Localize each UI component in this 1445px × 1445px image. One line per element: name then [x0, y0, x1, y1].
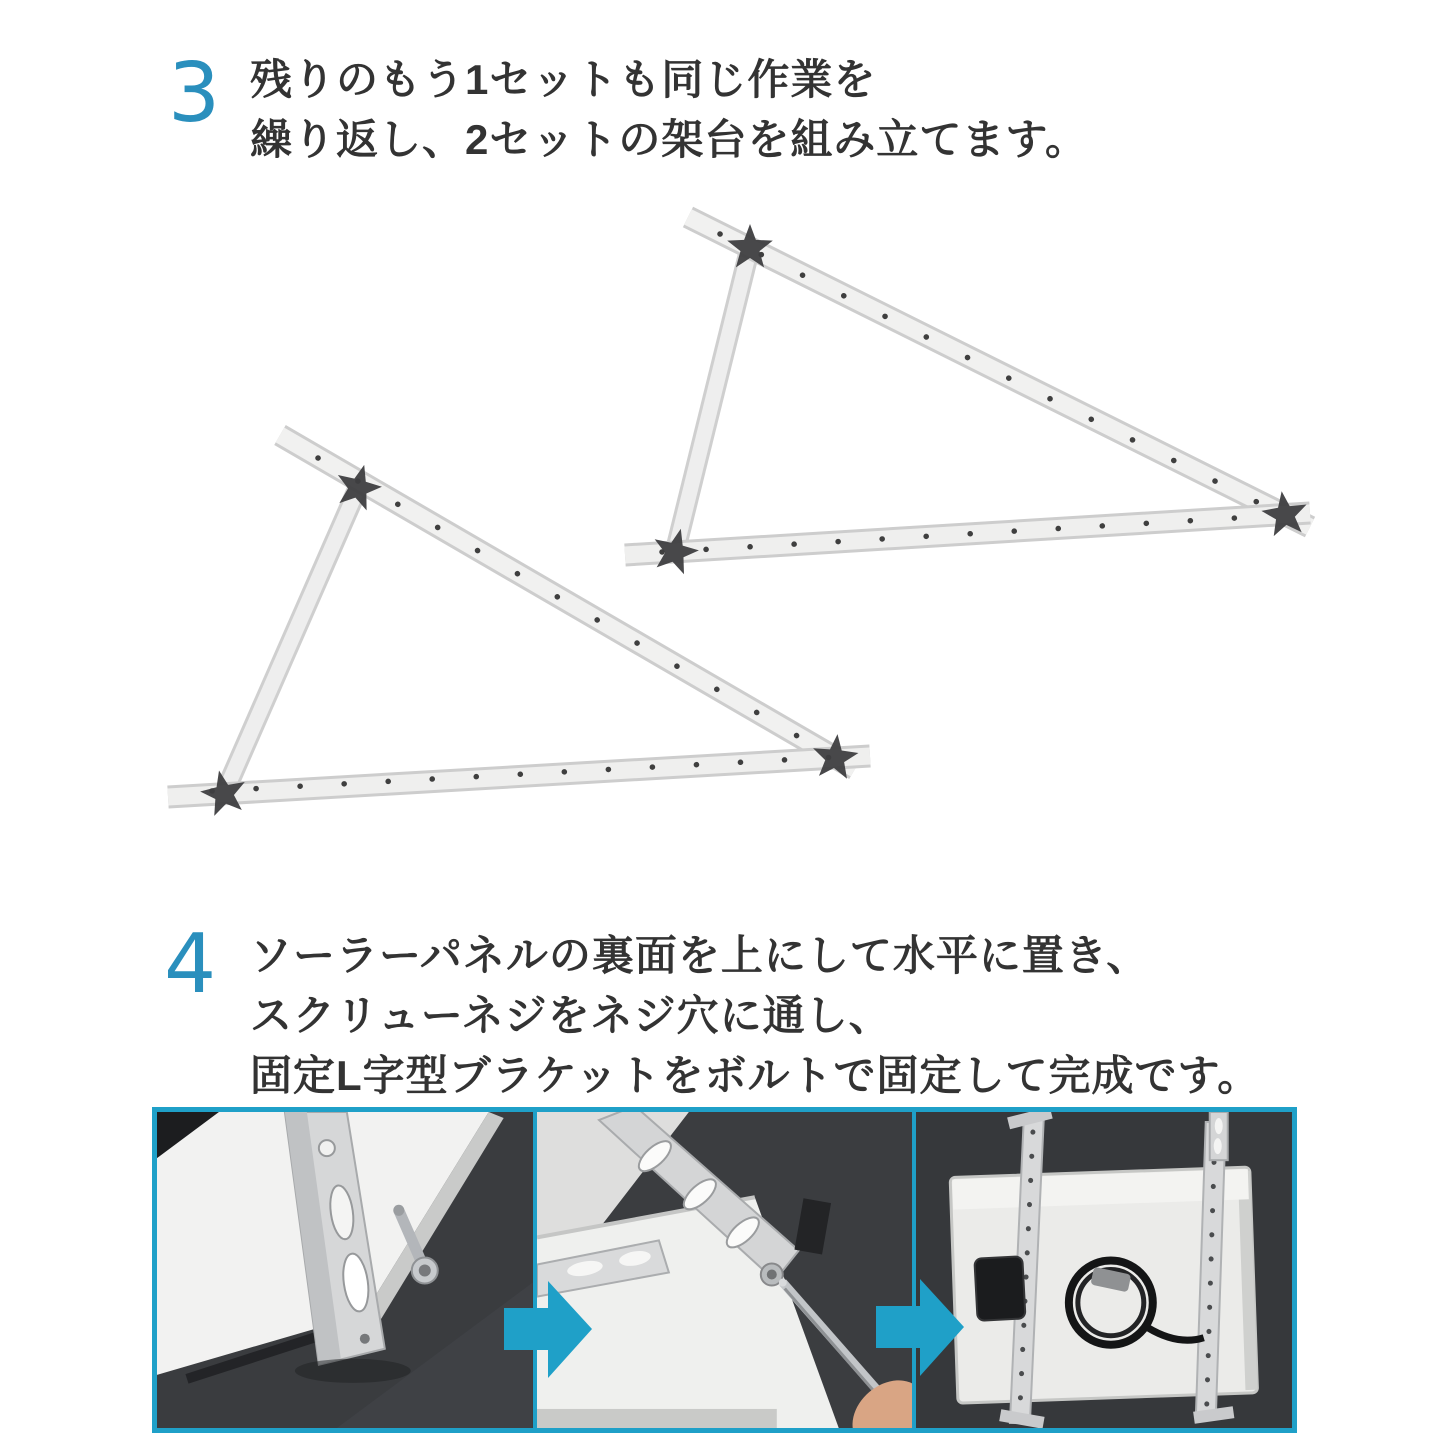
bracket-triangle-right: [625, 217, 1310, 576]
photo-3-art: [916, 1112, 1292, 1428]
step-4-number: 4: [164, 917, 217, 1012]
tightening-bracket-with-screwdriver-photo: [537, 1112, 913, 1428]
bracket-triangle-left: [168, 435, 870, 818]
step-3-line-2: 繰り返し、2セットの架台を組み立てます。: [250, 116, 1088, 163]
step-4-line-2: スクリューネジをネジ穴に通し、: [250, 992, 892, 1039]
step-4-line-3: 固定L字型ブラケットをボルトで固定して完成です。: [250, 1052, 1261, 1099]
triangle-bracket-figure: [150, 190, 1330, 880]
photo-2-art: [537, 1112, 913, 1428]
junction-box: [975, 1256, 1026, 1321]
photo-strip: [152, 1107, 1297, 1433]
step-4-line-1: ソーラーパネルの裏面を上にして水平に置き、: [250, 932, 1150, 979]
right-block-arrow-icon: [504, 1281, 592, 1378]
l-bracket-and-bolt-on-panel-photo: [157, 1112, 533, 1428]
assembled-brackets-on-panel-back-photo: [916, 1112, 1292, 1428]
step-3-line-1: 残りのもう1セットも同じ作業を: [250, 56, 877, 103]
step-3-number: 3: [168, 46, 221, 141]
photo-1-art: [157, 1112, 533, 1428]
step-4-text: [250, 926, 1260, 1106]
right-block-arrow-icon: [876, 1279, 964, 1376]
step-3-text: [250, 50, 1088, 170]
